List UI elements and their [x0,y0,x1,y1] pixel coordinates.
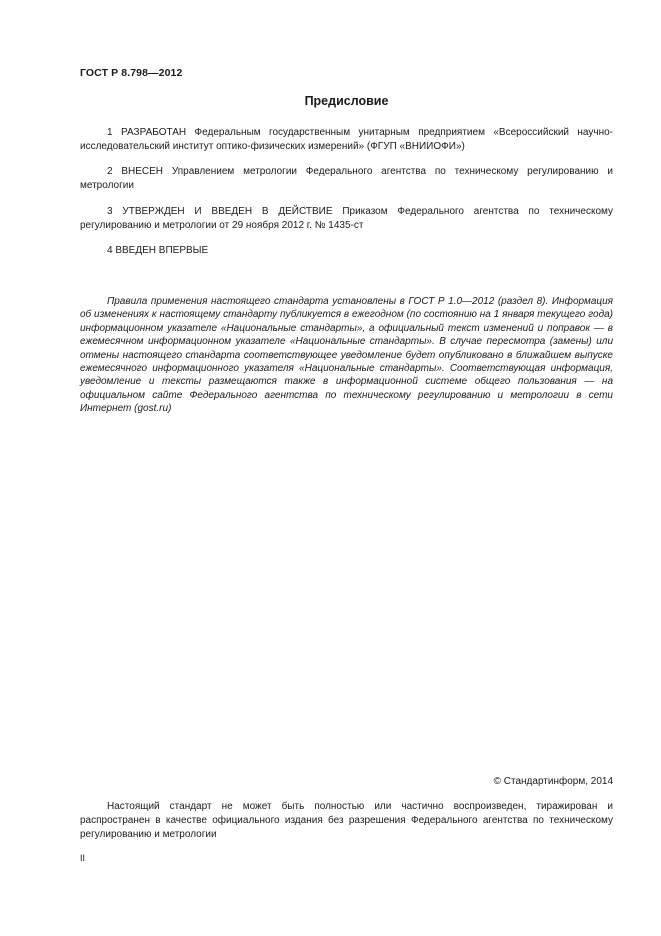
application-rules-notice: Правила применения настоящего стандарта установлены в ГОСТ Р 1.0—2012 (раздел 8). Информация об изменениях к настоящему стандарту публикуется в ежегодном (по состоянию на 1 января текущего года) информационном указателе «Национальные стандарты», а официальный текст изменений и поправок — в ежемесячном информационном указателе «Национальные стандарты». В случае пересмотра (замены) или отмены настоящего стандарта соответствующее уведомление будет опубликовано в ближайшем выпуске ежемесячного информационного указателя «Национальные стандарты». Соответствующая информация, уведомление и тексты размещаются также в информационной системе общего пользования — на официальном сайте Федерального агентства по техническому регулированию и метрологии в сети Интернет (gost.ru) [80,296,613,415]
foreword-item-developed: 1 РАЗРАБОТАН Федеральным государственным унитарным предприятием «Всероссийский научно-исследовательский институт оптико-физических измерений» (ФГУП «ВНИИОФИ») [80,127,613,152]
foreword-item-introduced: 2 ВНЕСЕН Управлением метрологии Федерального агентства по техническому регулированию и метрологии [80,166,613,191]
copyright-notice: © Стандартинформ, 2014 [493,776,613,787]
document-code: ГОСТ Р 8.798—2012 [80,67,183,79]
foreword-item-first-introduced: 4 ВВЕДЕН ВПЕРВЫЕ [107,245,209,256]
reproduction-restriction: Настоящий стандарт не может быть полностью или частично воспроизведен, тиражирован и распространен в качестве официального издания без разрешения Федерального агентства по техническому регулированию и метрологии [80,801,613,840]
foreword-item-approved: 3 УТВЕРЖДЕН И ВВЕДЕН В ДЕЙСТВИЕ Приказом Федерального агентства по техническому регулированию и метрологии от 29 ноября 2012 г. № 1435-ст [80,206,613,231]
page-number: II [80,853,86,863]
page-title: Предисловие [304,94,389,108]
